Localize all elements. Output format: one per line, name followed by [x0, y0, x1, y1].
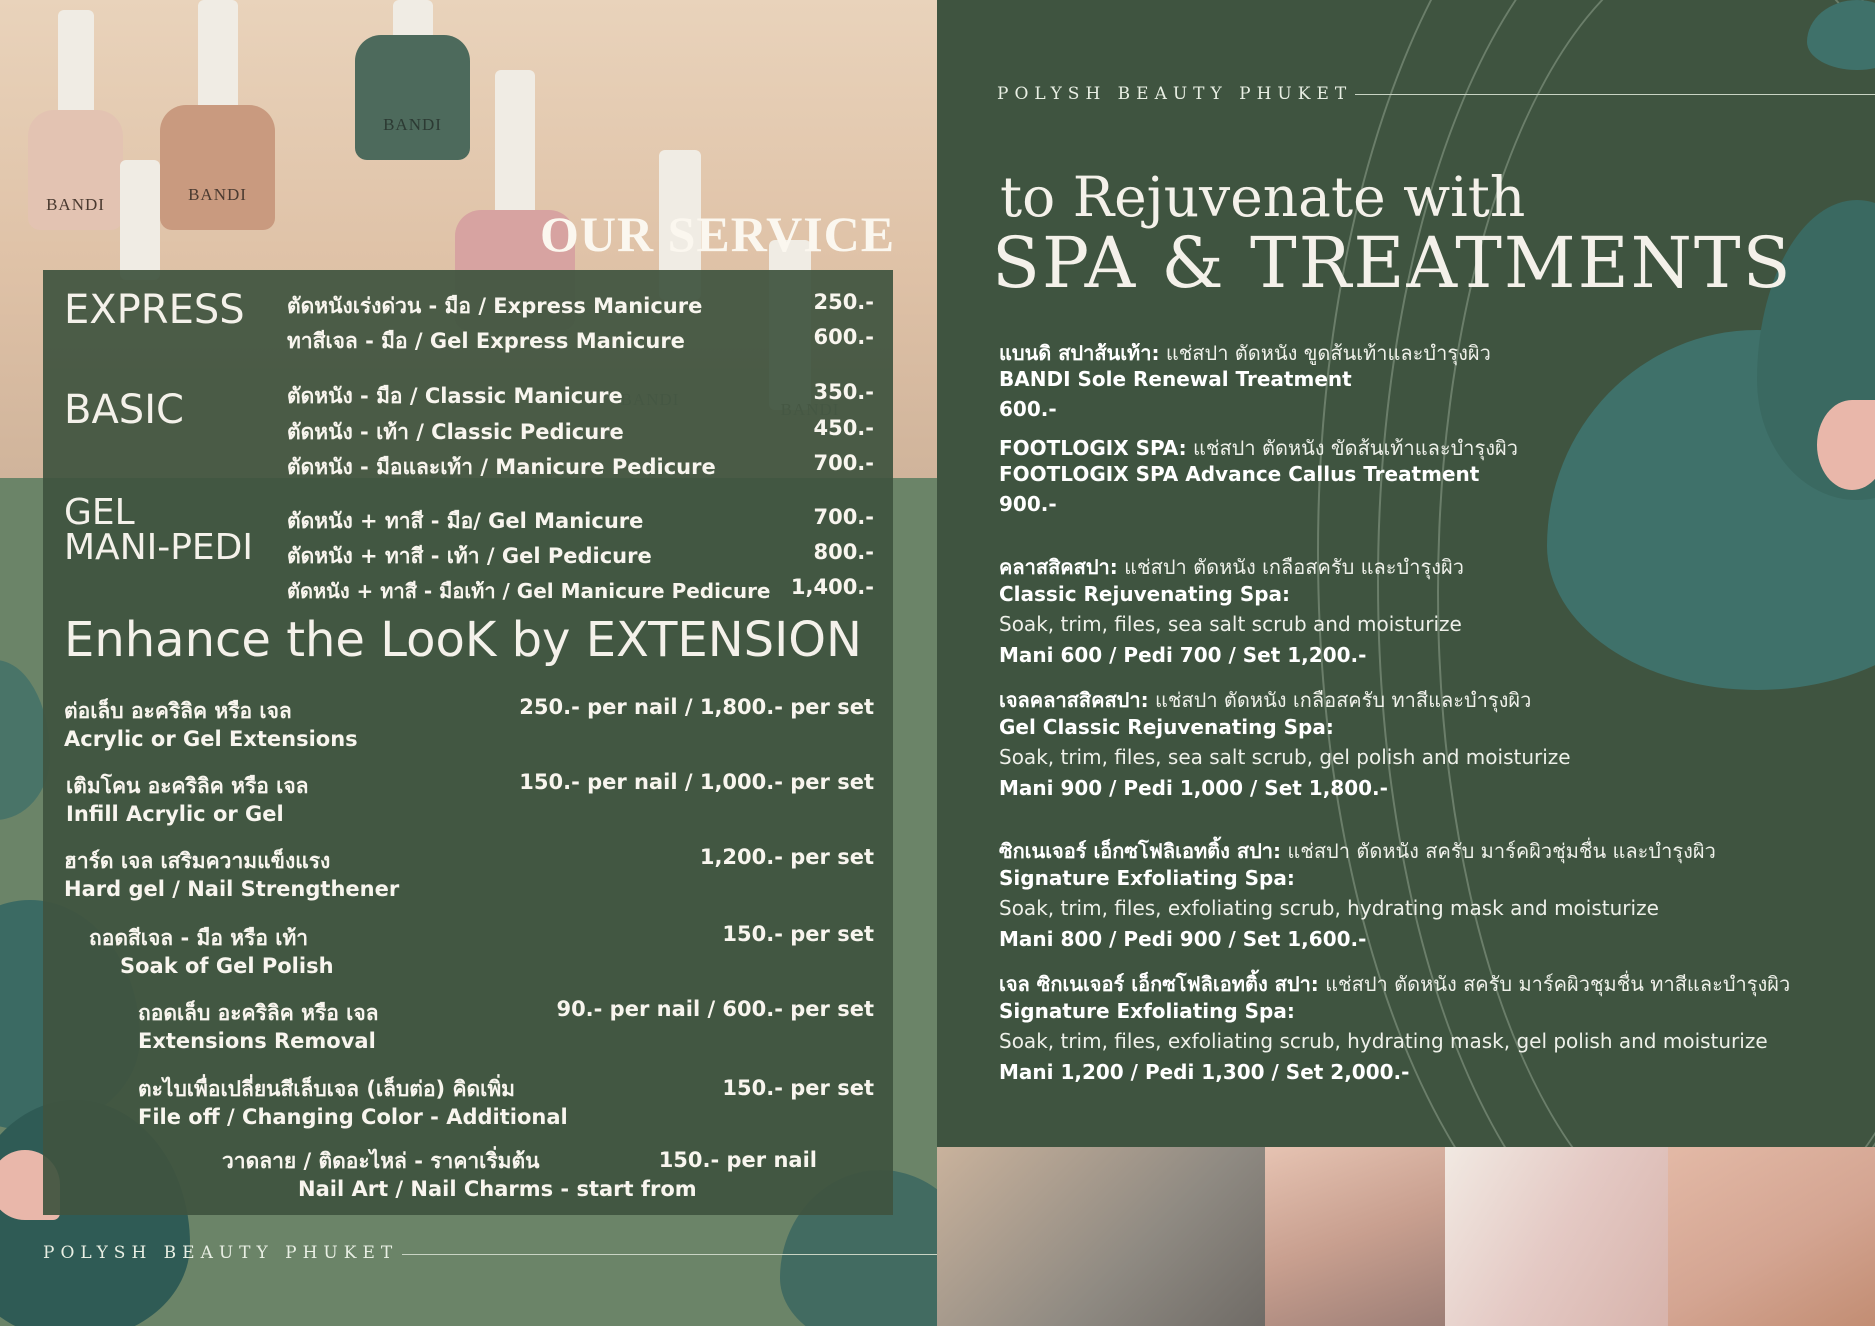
treatment-desc: Soak, trim, files, sea salt scrub, gel polish and moisturize	[999, 745, 1571, 769]
nails-photo	[1668, 1147, 1875, 1326]
extension-thai: ต่อเล็บ อะคริลิค หรือ เจล	[64, 699, 292, 723]
treatment-english: FOOTLOGIX SPA Advance Callus Treatment	[999, 462, 1480, 486]
service-name: ตัดหนัง + ทาสี - มือ/ Gel Manicure	[287, 509, 644, 533]
service-name: ตัดหนัง + ทาสี - เท้า / Gel Pedicure	[287, 544, 652, 568]
service-price: 350.-	[813, 380, 874, 404]
treatment-desc: Soak, trim, files, exfoliating scrub, hydrating mask, gel polish and moisturize	[999, 1029, 1768, 1053]
service-name: ตัดหนัง + ทาสี - มือเท้า / Gel Manicure Pedicure	[287, 579, 771, 603]
category-basic: BASIC	[64, 387, 184, 433]
service-price: 250.-	[813, 290, 874, 314]
extension-english: Soak of Gel Polish	[120, 954, 334, 978]
treatment-thai: เจลคลาสสิคสปา: แช่สปา ตัดหนัง เกลือสครับ ทาสีและบำรุงผิว	[999, 688, 1532, 712]
extension-price: 90.- per nail / 600.- per set	[556, 997, 874, 1021]
treatment-price: Mani 600 / Pedi 700 / Set 1,200.-	[999, 643, 1367, 667]
treatment-price: Mani 800 / Pedi 900 / Set 1,600.-	[999, 927, 1367, 951]
service-name: ตัดหนังเร่งด่วน - มือ / Express Manicure	[287, 294, 703, 318]
extension-title: Enhance the LooK by EXTENSION	[64, 612, 862, 668]
treatment-desc: Soak, trim, files, exfoliating scrub, hydrating mask and moisturize	[999, 896, 1659, 920]
treatment-price: Mani 1,200 / Pedi 1,300 / Set 2,000.-	[999, 1060, 1410, 1084]
polish-bottle	[160, 0, 275, 230]
treatment-thai: เจล ซิกเนเจอร์ เอ็กซโฟลิเอทติ้ง สปา: แช่สปา ตัดหนัง สครับ มาร์คผิวชุมชื่น ทาสีและบำรุงผิว	[999, 972, 1791, 996]
treatment-thai: แบนดิ สปาส้นเท้า: แช่สปา ตัดหนัง ขูดส้นเท้าและบำรุงผิว	[999, 341, 1491, 365]
hands-photo	[1265, 1147, 1445, 1326]
extension-thai: วาดลาย / ติดอะไหล่ - ราคาเริ่มต้น	[222, 1149, 540, 1173]
treatment-english: BANDI Sole Renewal Treatment	[999, 367, 1352, 391]
polish-bottle	[28, 10, 123, 230]
treatment-english: Classic Rejuvenating Spa:	[999, 582, 1291, 606]
bottle-brand-label: BANDI	[188, 185, 247, 204]
extension-english: Hard gel / Nail Strengthener	[64, 877, 400, 901]
service-name: ตัดหนัง - มือ / Classic Manicure	[287, 384, 623, 408]
bottle-brand-label: BANDI	[46, 195, 105, 214]
extension-english: Extensions Removal	[138, 1029, 376, 1053]
extension-english: File off / Changing Color - Additional	[138, 1105, 568, 1129]
treatment-desc: Soak, trim, files, sea salt scrub and moisturize	[999, 612, 1462, 636]
service-price: 600.-	[813, 325, 874, 349]
extension-thai: เติมโคน อะคริลิค หรือ เจล	[66, 774, 309, 798]
extension-price: 1,200.- per set	[699, 845, 874, 869]
extension-thai: ฮาร์ด เจล เสริมความแข็งแรง	[64, 849, 331, 873]
extension-price: 150.- per nail	[658, 1148, 817, 1172]
service-price: 450.-	[813, 416, 874, 440]
extension-price: 150.- per set	[722, 1076, 874, 1100]
category-express: EXPRESS	[64, 287, 245, 333]
header-rule	[1355, 94, 1875, 95]
service-name: ตัดหนัง - มือและเท้า / Manicure Pedicure	[287, 455, 716, 479]
treatment-price: Mani 900 / Pedi 1,000 / Set 1,800.-	[999, 776, 1388, 800]
polish-bottle	[110, 160, 170, 280]
treatment-thai: FOOTLOGIX SPA: แช่สปา ตัดหนัง ขัดส้นเท้าและบำรุงผิว	[999, 436, 1518, 460]
polish-bottle	[355, 0, 470, 160]
manicure-photo	[1445, 1147, 1668, 1326]
service-price: 700.-	[813, 505, 874, 529]
foot-spa-photo	[937, 1147, 1265, 1326]
header-brand: POLYSH BEAUTY PHUKET	[997, 84, 1353, 104]
treatment-thai: ซิกเนเจอร์ เอ็กซโฟลิเอทติ้ง สปา: แช่สปา ตัดหนัง สครับ มาร์คผิวชุ่มชื่น และบำรุงผิว	[999, 839, 1716, 863]
service-price: 1,400.-	[790, 575, 874, 599]
extension-english: Infill Acrylic or Gel	[66, 802, 284, 826]
category-mani-pedi: MANI-PEDI	[64, 527, 254, 568]
left-page	[0, 0, 937, 1326]
treatment-english: Signature Exfoliating Spa:	[999, 866, 1295, 890]
extension-thai: ตะไบเพื่อเปลี่ยนสีเล็บเจล (เล็บต่อ) คิดเพิ่ม	[138, 1077, 516, 1101]
treatment-thai: คลาสสิคสปา: แช่สปา ตัดหนัง เกลือสครับ และบำรุงผิว	[999, 555, 1464, 579]
our-service-title: OUR SERVICE	[540, 206, 896, 262]
treatment-price: 600.-	[999, 397, 1057, 421]
category-gel: GEL	[64, 492, 135, 533]
treatment-price: 900.-	[999, 492, 1057, 516]
treatment-english: Gel Classic Rejuvenating Spa:	[999, 715, 1334, 739]
extension-price: 150.- per set	[722, 922, 874, 946]
extension-thai: ถอดเล็บ อะคริลิค หรือ เจล	[138, 1001, 379, 1025]
footer-brand: POLYSH BEAUTY PHUKET	[43, 1243, 399, 1263]
spa-subtitle: to Rejuvenate with	[1000, 165, 1526, 229]
extension-english: Acrylic or Gel Extensions	[64, 727, 358, 751]
extension-price: 150.- per nail / 1,000.- per set	[519, 770, 874, 794]
extension-thai: ถอดสีเจล - มือ หรือ เท้า	[89, 926, 309, 950]
service-price: 700.-	[813, 451, 874, 475]
bottle-brand-label: BANDI	[383, 115, 442, 134]
extension-price: 250.- per nail / 1,800.- per set	[519, 695, 874, 719]
service-name: ทาสีเจล - มือ / Gel Express Manicure	[287, 329, 685, 353]
extension-english: Nail Art / Nail Charms - start from	[298, 1177, 697, 1201]
service-name: ตัดหนัง - เท้า / Classic Pedicure	[287, 420, 624, 444]
footer-rule	[402, 1254, 937, 1255]
treatment-english: Signature Exfoliating Spa:	[999, 999, 1295, 1023]
service-price: 800.-	[813, 540, 874, 564]
spa-title: SPA & TREATMENTS	[992, 222, 1793, 304]
